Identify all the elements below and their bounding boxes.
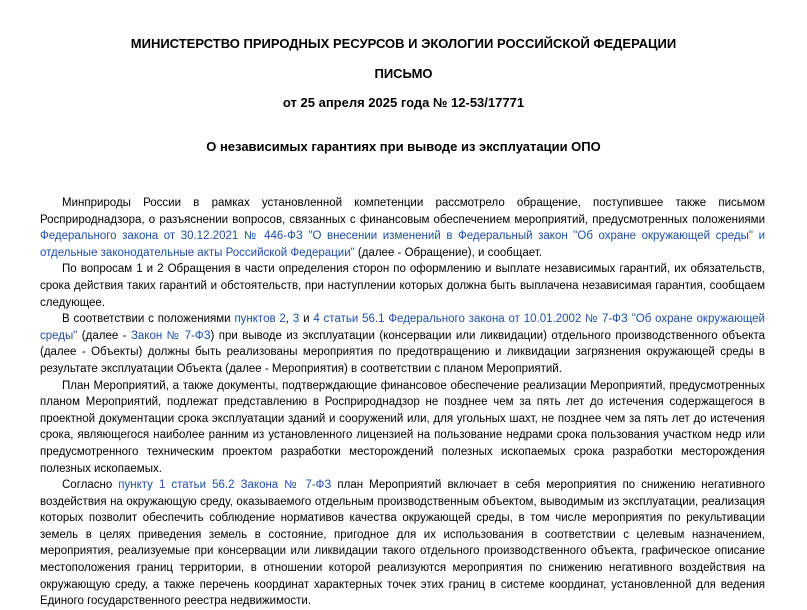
paragraph-4 [40, 378, 765, 478]
law-446-link[interactable]: Федерального закона от 30.12.2021 № 446-ФЗ "О внесении изменений в Федеральный закон "Об охране окружающей среды" и отдельные законодательные акты Российской Федерации" [40, 230, 765, 259]
paragraph-3 [40, 311, 765, 377]
text-run: план Мероприятий включает в себя мероприятия по снижению негативного воздействия на окружающую среду, оказываемого отдельным производственным объектом, выводимым из эксплуатации, реализация которых позволит обеспечить соблюдение нормативов качества окружающей среды, в том числе мероприятия по рекультивации земель в целях приведения земель в состояние, пригодное для их использования в соответствии с целевым назначением, мероприятия, реализуемые при консервации или ликвидации такого отдельного производственного объекта, графическое описание местоположения границ территории, в отношении которой реализуются мероприятия по снижению негативного воздействия на окружающую среду, а также перечень координат характерных точек этих границ в системе координат, установленной для ведения Единого государственного реестра недвижимости. [40, 479, 765, 608]
law-7fz-link[interactable]: Закон № 7-ФЗ [130, 329, 211, 342]
text-run: ) при выводе из эксплуатации (консервации или ликвидации) отдельного производственного объекта (далее - Объекты) должны быть реализованы мероприятия по предотвращению и ликвидации загрязнения окружающей среды в результате эксплуатации Объекта (далее - Мероприятия) в соответствии с планом Мероприятий. [40, 329, 766, 375]
point-3-link[interactable]: 3 [292, 313, 300, 326]
law-7fz-article-56-1-link[interactable]: 4 статьи 56.1 Федерального закона от 10.01.2002 № 7-ФЗ "Об охране окружающей среды" [40, 313, 765, 342]
letter-body [40, 195, 765, 610]
text-run: В соответствии с положениями [62, 313, 235, 326]
paragraph-2 [40, 261, 765, 311]
text-run: (далее - Обращение), и сообщает. [354, 246, 542, 259]
article-56-2-link[interactable]: пункту 1 статьи 56.2 [118, 479, 235, 492]
document-type: ПИСЬМО [374, 66, 433, 81]
law-7fz-link-2[interactable]: Закона № 7-ФЗ [240, 479, 332, 492]
ministry-title: МИНИСТЕРСТВО ПРИРОДНЫХ РЕСУРСОВ И ЭКОЛОГИИ РОССИЙСКОЙ ФЕДЕРАЦИИ [130, 36, 677, 51]
point-2-link[interactable]: пунктов 2 [234, 313, 286, 326]
text-run: Минприроды России в рамках установленной компетенции рассмотрело обращение, поступившее также письмом Росприроднадзора, о разъяснении вопросов, связанных с финансовым обеспечением мероприятий, предусмотренных положениями [40, 197, 765, 226]
document-date-number: от 25 апреля 2025 года № 12-53/17771 [282, 95, 525, 110]
text-run: План Мероприятий, а также документы, подтверждающие финансовое обеспечение реализации Мероприятий, предусмотренных планом Мероприятий, подлежат представлению в Росприроднадзор не позднее чем за пять лет до истечения содержащегося в проектной документации срока эксплуатации зданий и сооружений или, для угольных шахт, не позднее чем за пять лет до истечения срока, являющегося наиболее ранним из установленного лицензией на пользование недрами срока пользования участком недр или предусмотренного техническим проектом разработки месторождений полезных ископаемых срока разработки месторождения полезных ископаемых. [40, 379, 765, 475]
text-run: Согласно [62, 479, 119, 492]
text-run: и [299, 313, 314, 326]
paragraph-1 [40, 195, 765, 261]
document-subject: О независимых гарантиях при выводе из эксплуатации ОПО [206, 139, 601, 154]
text-run: По вопросам 1 и 2 Обращения в части определения сторон по оформлению и выплате независимых гарантий, их обязательств, срока действия таких гарантий и обстоятельств, при наступлении которых должна быть выплачена независимая гарантия, сообщаем следующее. [40, 263, 765, 309]
paragraph-5 [40, 477, 765, 610]
text-run: (далее - [77, 329, 131, 342]
text-run: , [285, 313, 293, 326]
